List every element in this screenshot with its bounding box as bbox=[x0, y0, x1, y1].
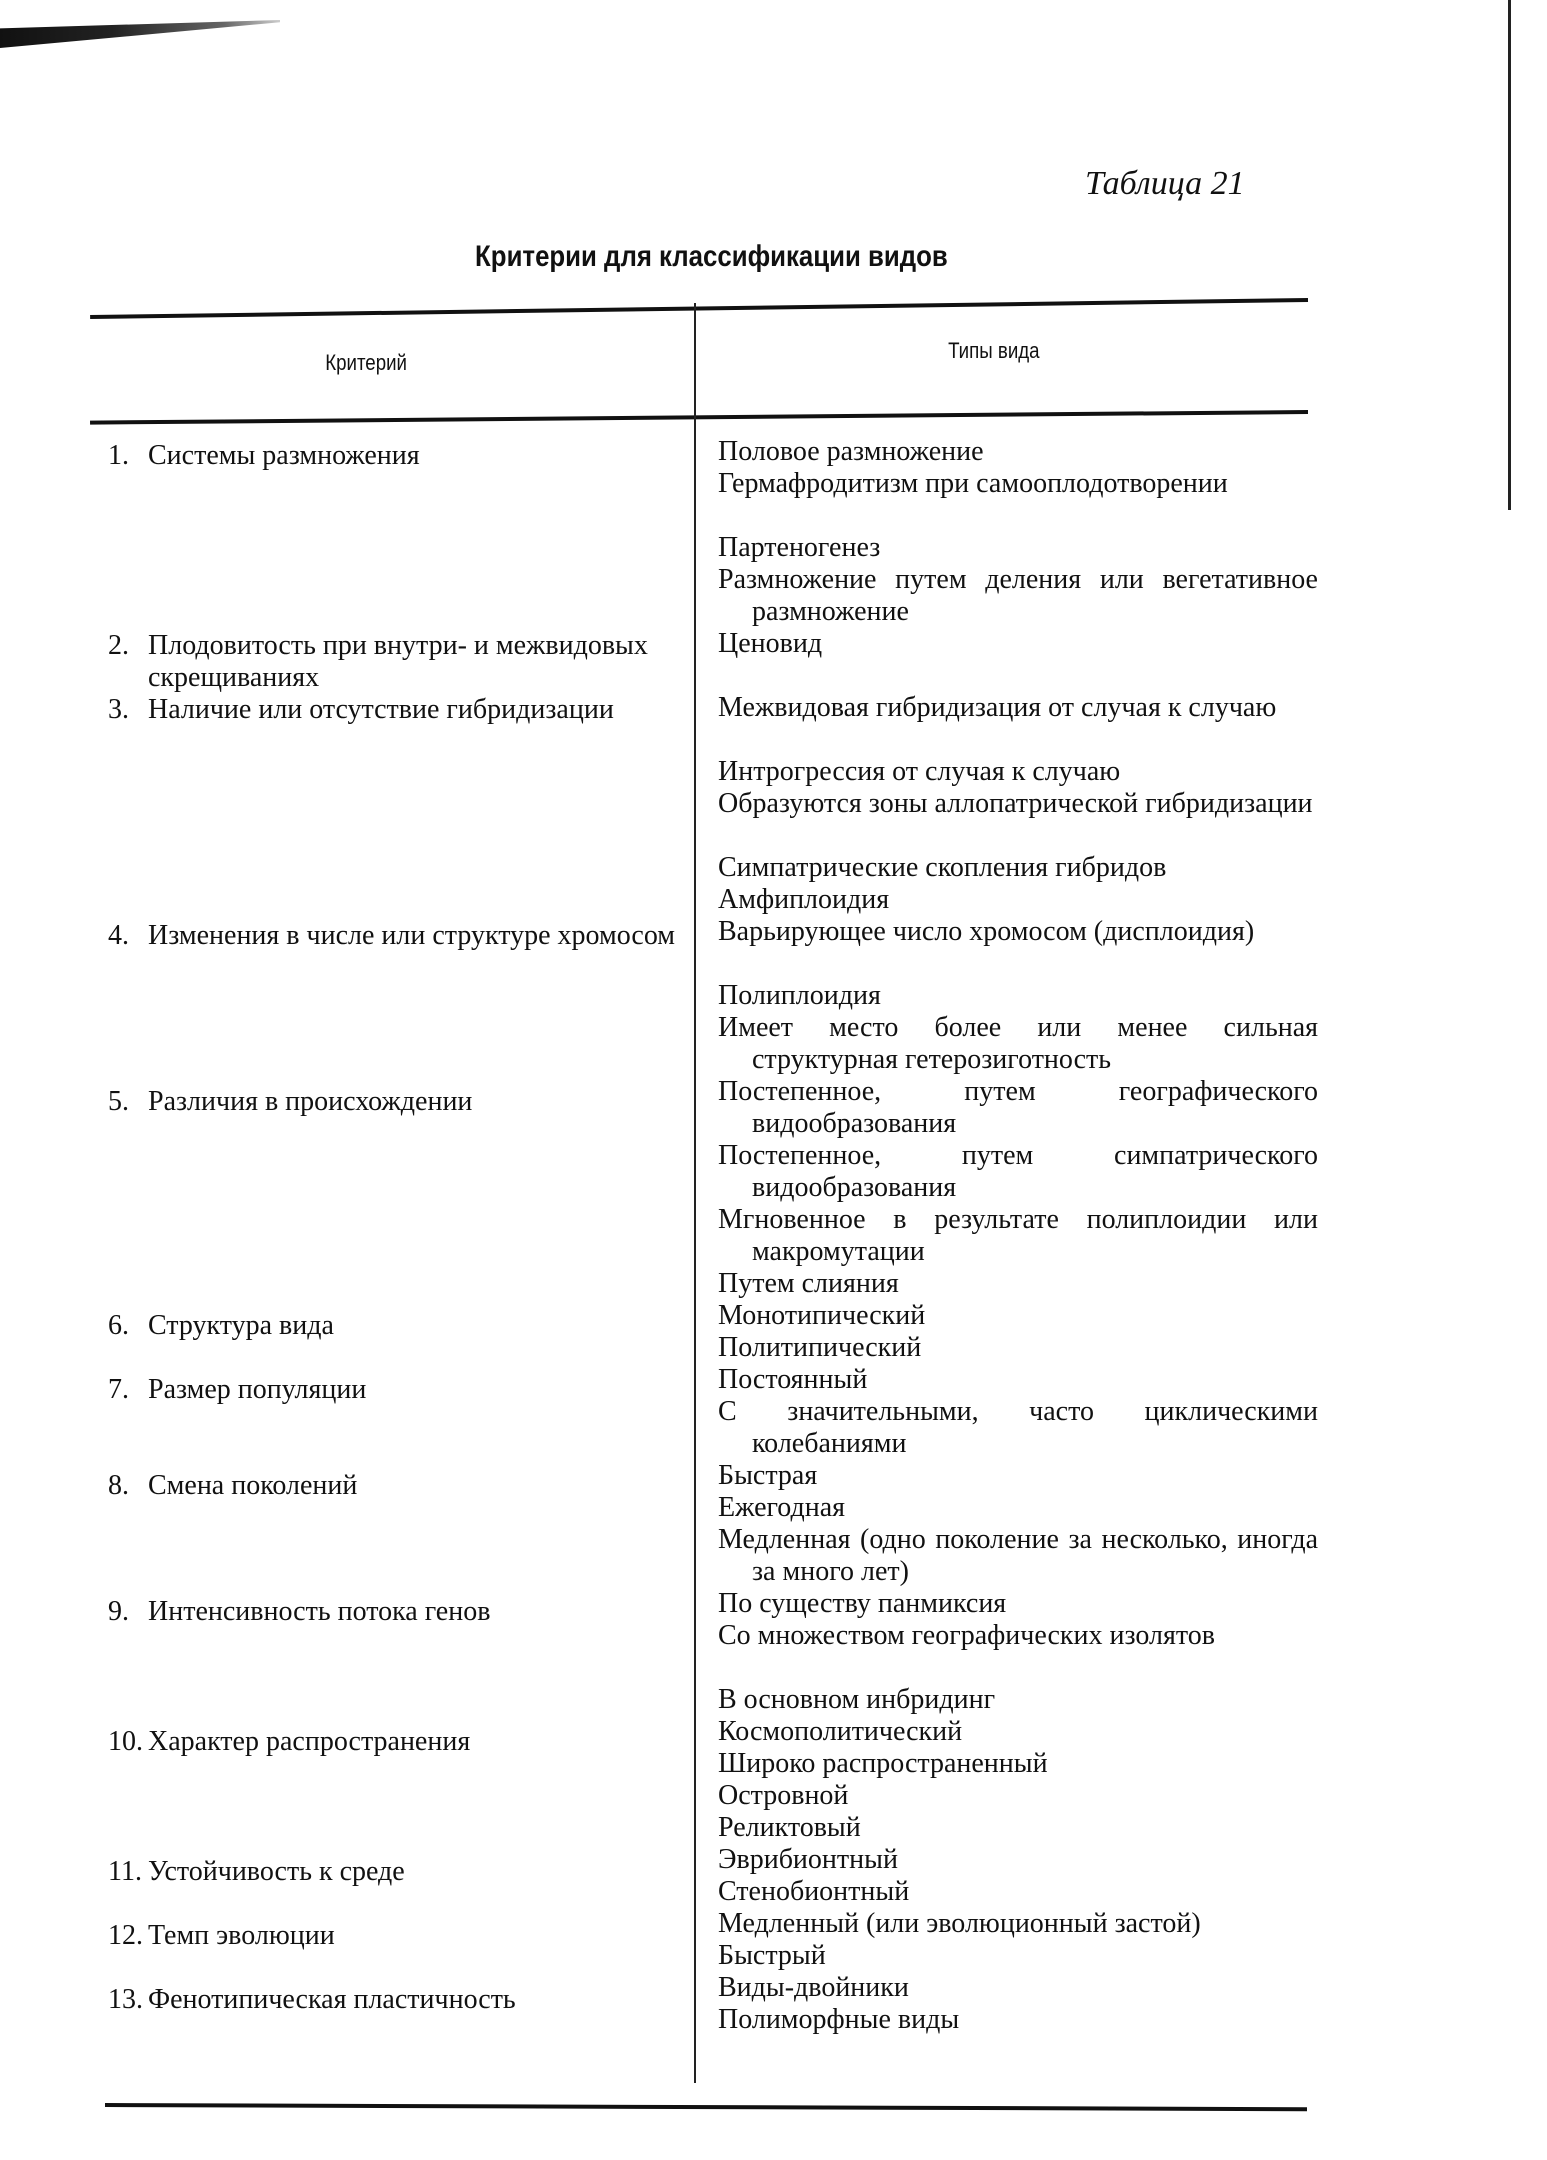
criterion-row bbox=[108, 920, 678, 952]
species-type-item: Космополитический bbox=[718, 1716, 963, 1747]
criterion-number: 1. bbox=[108, 440, 129, 471]
criterion-text: Системы размножения bbox=[148, 440, 420, 471]
criterion-row bbox=[108, 1374, 678, 1406]
species-type-item: Партеногенез bbox=[718, 532, 881, 563]
criterion-number: 2. bbox=[108, 630, 129, 661]
species-type-item: Постоянный bbox=[718, 1364, 868, 1395]
criterion-row bbox=[108, 1310, 678, 1342]
species-type-item: Стенобионтный bbox=[718, 1876, 910, 1907]
species-type-item: Симпатрические скопления гибридов bbox=[718, 852, 1167, 883]
species-type-item: Постепенное, путем симпатрического видообразования bbox=[718, 1140, 1318, 1203]
criterion-row bbox=[108, 1086, 678, 1118]
species-type-item: Амфиплоидия bbox=[718, 884, 890, 915]
species-type-item: Полиморфные виды bbox=[718, 2004, 960, 2035]
table-number: Таблица 21 bbox=[1085, 165, 1245, 202]
species-type-item: По существу панмиксия bbox=[718, 1588, 1007, 1619]
species-type-item: Половое размножение bbox=[718, 436, 984, 467]
species-type-item: Мгновенное в результате полиплоидии или макромутации bbox=[718, 1204, 1318, 1267]
table-top-rule bbox=[90, 298, 1308, 319]
scan-artifact bbox=[0, 20, 280, 48]
species-type-item: Размножение путем деления или вегетативное размножение bbox=[718, 564, 1318, 627]
criterion-text: Характер распространения bbox=[148, 1726, 471, 1757]
species-type-item: Постепенное, путем географического видообразования bbox=[718, 1076, 1318, 1139]
criterion-number: 4. bbox=[108, 920, 129, 951]
criterion-text: Плодовитость при внутри- и межвидовых скрещиваниях bbox=[148, 630, 648, 693]
criterion-text: Изменения в числе или структуре хромосом bbox=[148, 920, 676, 951]
species-type-item: Варьирующее число хромосом (дисплоидия) bbox=[718, 916, 1255, 947]
species-type-item: Политипический bbox=[718, 1332, 922, 1363]
table-bottom-rule bbox=[105, 2103, 1307, 2111]
species-type-item: Широко распространенный bbox=[718, 1748, 1048, 1779]
criterion-number: 7. bbox=[108, 1374, 129, 1405]
species-type-item: Образуются зоны аллопатрической гибридизации bbox=[718, 788, 1313, 819]
criterion-text: Структура вида bbox=[148, 1310, 334, 1341]
criterion-number: 5. bbox=[108, 1086, 129, 1117]
species-type-item: Ценовид bbox=[718, 628, 823, 659]
table-header-rule bbox=[90, 410, 1308, 425]
species-type-item: Эврибионтный bbox=[718, 1844, 898, 1875]
criterion-number: 10. bbox=[108, 1726, 143, 1757]
criterion-row bbox=[108, 1856, 678, 1888]
criterion-row bbox=[108, 1596, 678, 1628]
criterion-text: Устойчивость к среде bbox=[148, 1856, 405, 1887]
criterion-row bbox=[108, 440, 678, 472]
species-type-item: Медленная (одно поколение за несколько, иногда за много лет) bbox=[718, 1524, 1318, 1587]
criterion-row bbox=[108, 1470, 678, 1502]
criterion-row bbox=[108, 630, 678, 694]
species-type-item: Виды-двойники bbox=[718, 1972, 909, 2003]
table-title: Критерии для классификации видов bbox=[475, 240, 948, 273]
species-type-item: Ежегодная bbox=[718, 1492, 846, 1523]
criterion-text: Интенсивность потока генов bbox=[148, 1596, 491, 1627]
species-type-item: С значительными, часто циклическими колебаниями bbox=[718, 1396, 1318, 1459]
criterion-text: Различия в происхождении bbox=[148, 1086, 473, 1117]
criterion-text: Фенотипическая пластичность bbox=[148, 1984, 516, 2015]
criterion-row bbox=[108, 1920, 678, 1952]
criterion-text: Темп эволюции bbox=[148, 1920, 335, 1951]
species-type-item: Путем слияния bbox=[718, 1268, 899, 1299]
criterion-number: 13. bbox=[108, 1984, 143, 2015]
criterion-number: 12. bbox=[108, 1920, 143, 1951]
criterion-row bbox=[108, 694, 678, 726]
page-edge-line bbox=[1508, 0, 1511, 510]
species-type-item: Монотипический bbox=[718, 1300, 926, 1331]
criterion-text: Смена поколений bbox=[148, 1470, 358, 1501]
criterion-number: 3. bbox=[108, 694, 129, 725]
species-type-item: Быстрый bbox=[718, 1940, 826, 1971]
column-divider bbox=[694, 303, 696, 2083]
species-type-item: Реликтовый bbox=[718, 1812, 861, 1843]
species-type-item: Медленный (или эволюционный застой) bbox=[718, 1908, 1201, 1939]
criterion-number: 8. bbox=[108, 1470, 129, 1501]
species-type-item: Имеет место более или менее сильная структурная гетерозиготность bbox=[718, 1012, 1318, 1075]
species-type-item: Со множеством географических изолятов bbox=[718, 1620, 1215, 1651]
criterion-row bbox=[108, 1984, 678, 2016]
species-type-item: Полиплоидия bbox=[718, 980, 881, 1011]
species-type-item: В основном инбридинг bbox=[718, 1684, 996, 1715]
criterion-number: 11. bbox=[108, 1856, 142, 1887]
species-type-item: Межвидовая гибридизация от случая к случаю bbox=[718, 692, 1277, 723]
species-type-item: Гермафродитизм при самооплодотворении bbox=[718, 468, 1228, 499]
header-criterion: Критерий bbox=[325, 350, 408, 375]
criterion-number: 9. bbox=[108, 1596, 129, 1627]
species-type-item: Быстрая bbox=[718, 1460, 818, 1491]
criterion-number: 6. bbox=[108, 1310, 129, 1341]
criterion-text: Размер популяции bbox=[148, 1374, 367, 1405]
criterion-row bbox=[108, 1726, 678, 1758]
species-type-item: Островной bbox=[718, 1780, 849, 1811]
header-types: Типы вида bbox=[948, 338, 1040, 363]
criterion-text: Наличие или отсутствие гибридизации bbox=[148, 694, 614, 725]
species-type-item: Интрогрессия от случая к случаю bbox=[718, 756, 1121, 787]
